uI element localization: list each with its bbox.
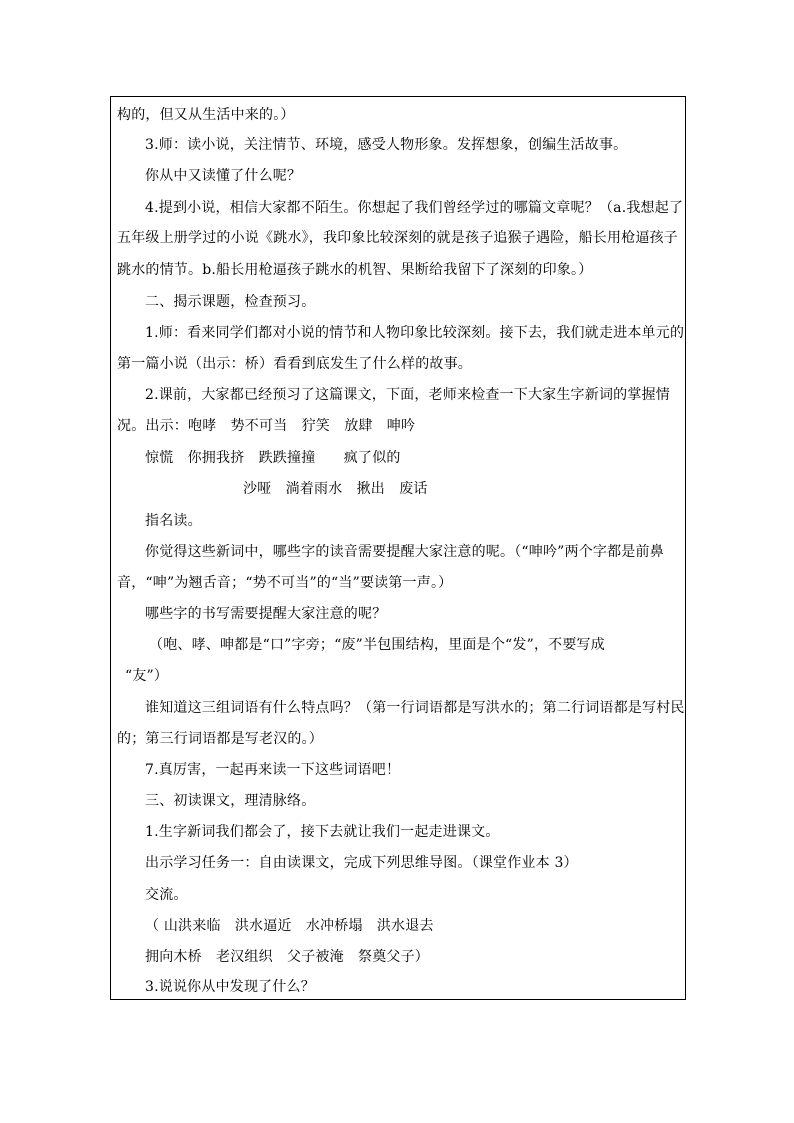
text-line: 第一篇小说（出示：桥）看看到底发生了什么样的故事。	[117, 356, 472, 372]
section-heading: 二、揭示课题，检查预习。	[145, 294, 316, 310]
text-line: 哪些字的书写需要提醒大家注意的呢？	[145, 606, 387, 622]
text-line: 交流。	[145, 887, 188, 903]
text-line: 1.师：看来同学们都对小说的情节和人物印象比较深刻。接下去，我们就走进本单元的	[145, 325, 685, 341]
text-line: 4.提到小说，相信大家都不陌生。你想起了我们曾经学过的哪篇文章呢？（a.我想起了	[145, 200, 684, 216]
text-line: 指名读。	[145, 513, 202, 529]
text-line: 1.生字新词我们都会了，接下去就让我们一起走进课文。	[145, 824, 500, 840]
text-box	[110, 96, 686, 1000]
text-line: 五年级上册学过的小说《跳水》，我印象比较深刻的就是孩子追猴子遇险，船长用枪逼孩子	[117, 230, 678, 246]
text-line: 拥向木桥 老汉组织 父子被淹 祭奠父子）	[145, 949, 429, 965]
text-line: （ 山洪来临 洪水逼近 水冲桥塌 洪水退去	[145, 918, 434, 934]
text-line: 跳水的情节。b.船长用枪逼孩子跳水的机智、果断给我留下了深刻的印象。）	[117, 262, 593, 278]
text-line: 2.课前，大家都已经预习了这篇课文，下面，老师来检查一下大家生字新词的掌握情	[145, 387, 670, 403]
text-line: 7.真厉害，一起再来读一下这些词语吧！	[145, 762, 401, 778]
text-line: “友”）	[125, 668, 169, 684]
text-line: 况。出示：咆哮 势不可当 狞笑 放肆 呻吟	[117, 418, 416, 434]
word-group-line: 惊慌 你拥我挤 跌跌撞撞 疯了似的	[145, 450, 401, 466]
text-line: 3.说说你从中发现了什么？	[145, 979, 315, 995]
text-line: 出示学习任务一：自由读课文，完成下列思维导图。（课堂作业本 3）	[145, 855, 578, 871]
text-line: 3.师：读小说，关注情节、环境，感受人物形象。发挥想象，创编生活故事。	[145, 137, 628, 153]
section-heading: 三、初读课文，理清脉络。	[145, 793, 316, 809]
text-line: 你觉得这些新词中，哪些字的读音需要提醒大家注意的呢。（“呻吟”两个字都是前鼻	[145, 544, 664, 560]
text-line: 谁知道这三组词语有什么特点吗？（第一行词语都是写洪水的；第二行词语都是写村民	[145, 700, 685, 716]
text-line: 你从中又读懂了什么呢？	[145, 168, 302, 184]
text-line: （咆、哮、呻都是“口”字旁；“废”半包围结构，里面是个“发”，不要写成	[149, 637, 605, 653]
text-line: 音，“呻”为翘舌音；“势不可当”的“当”要读第一声。）	[117, 575, 453, 591]
text-line: 构的，但又从生活中来的。）	[117, 107, 295, 123]
word-group-line: 沙哑 淌着雨水 揪出 废话	[243, 481, 428, 497]
text-line: 的；第三行词语都是写老汉的。）	[117, 731, 323, 747]
